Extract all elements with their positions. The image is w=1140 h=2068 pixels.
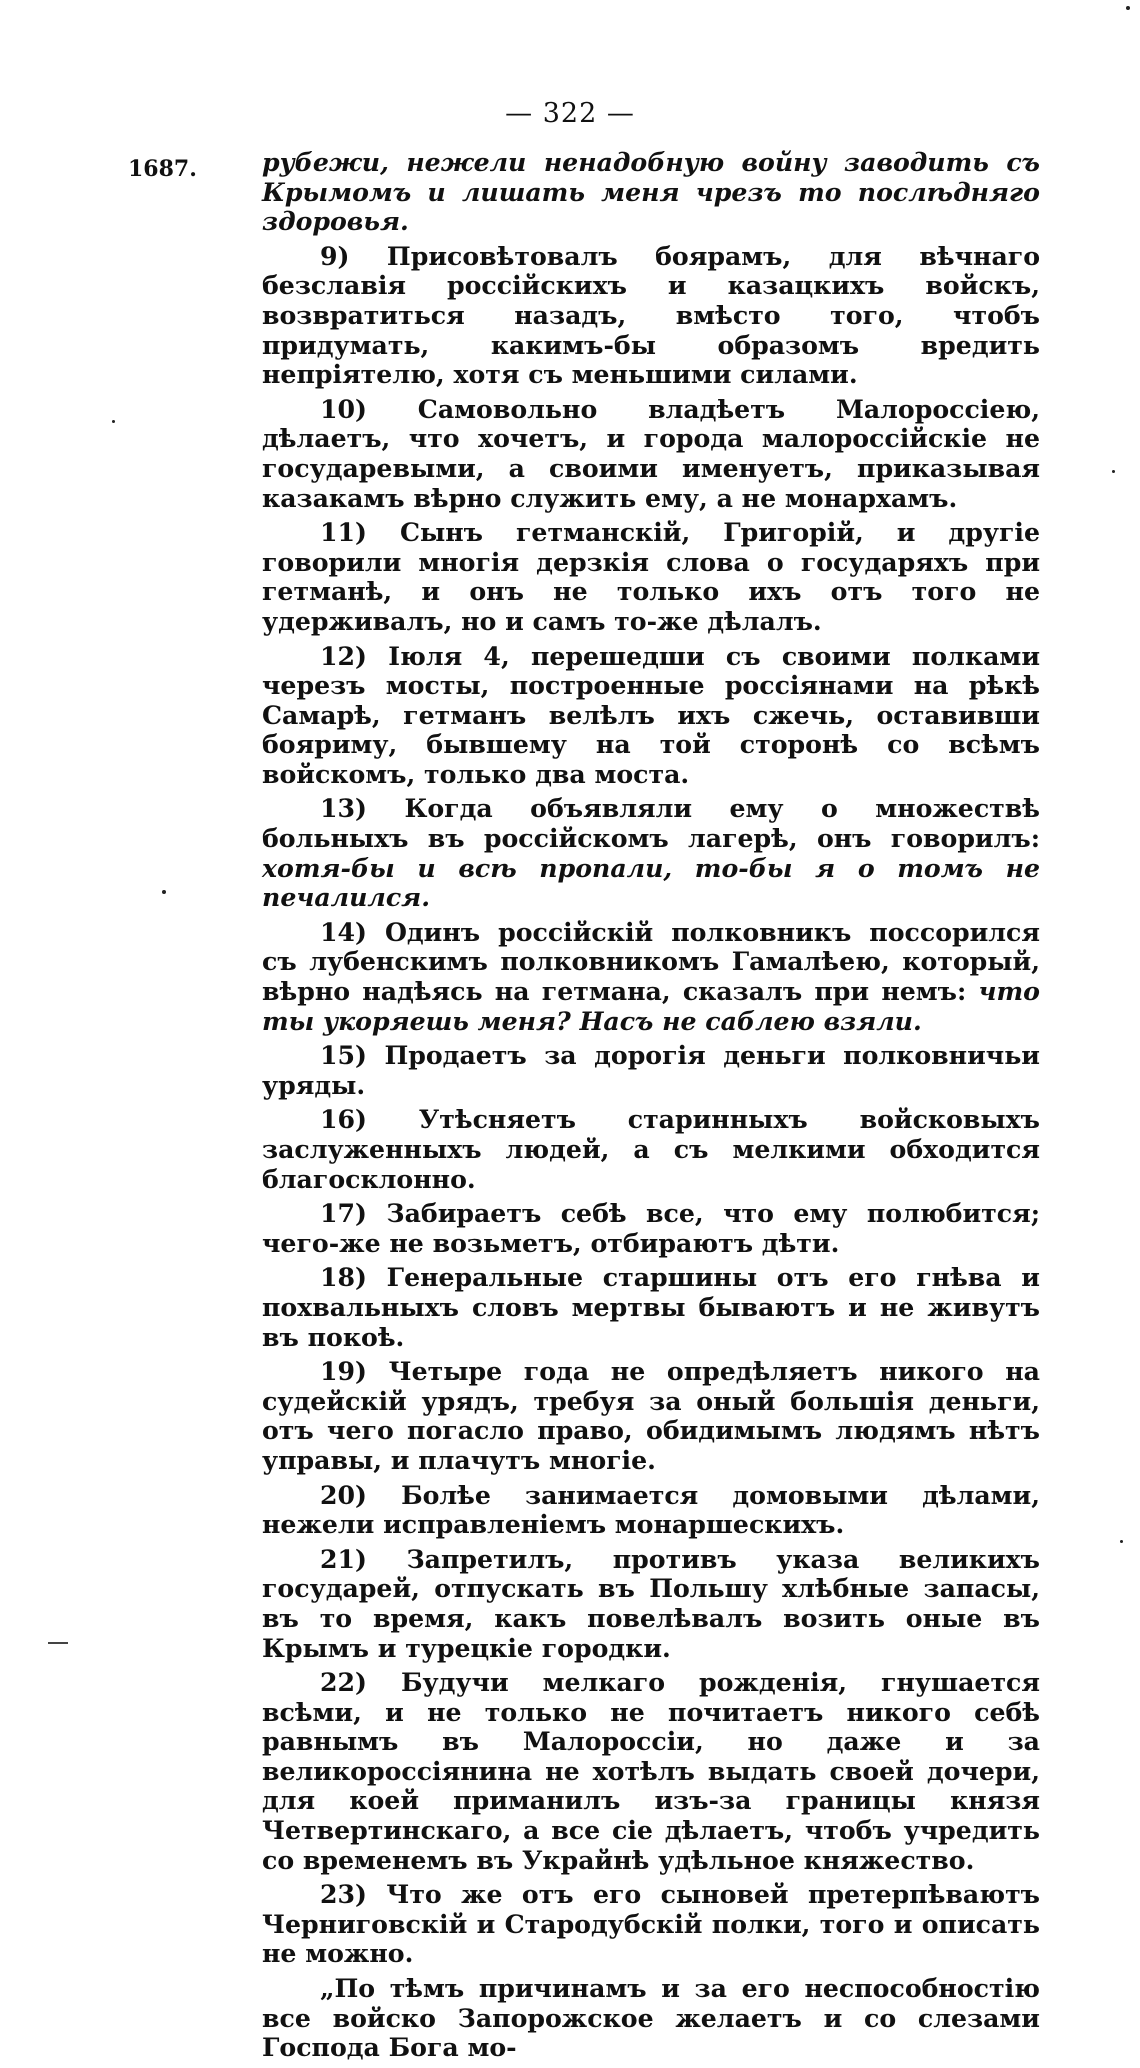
scan-speck <box>1126 6 1130 10</box>
text-run: „По тѣмъ причинамъ и за его неспособностію все войско Запорожское желаетъ и со слезами Господа Бога мо- <box>262 1973 1040 2063</box>
scan-speck <box>1112 470 1115 473</box>
paragraph <box>262 1974 1040 2063</box>
paragraph <box>262 642 1040 790</box>
paragraph <box>262 395 1040 513</box>
text-run: 10) Самовольно владѣетъ Малороссіею, дѣлаетъ, что хочетъ, и города малороссійскіе не государевыми, а своими именуетъ, приказывая казакамъ вѣрно служить ему, а не монархамъ. <box>262 393 1040 513</box>
text-run: 16) Утѣсняетъ старинныхъ войсковыхъ заслуженныхъ людей, а съ мелкими обходится благосклонно. <box>262 1104 1040 1194</box>
paragraph <box>262 1263 1040 1352</box>
paragraph <box>262 918 1040 1036</box>
text-run: 23) Что же отъ его сыновей претерпѣваютъ Черниговскій и Стародубскій полки, того и описать не можно. <box>262 1879 1040 1969</box>
paragraph <box>262 1880 1040 1969</box>
text-run: 20) Болѣе занимается домовыми дѣлами, нежели исправленіемъ монаршескихъ. <box>262 1479 1040 1540</box>
paragraph <box>262 242 1040 390</box>
text-run: 18) Генеральные старшины отъ его гнѣва и похвальныхъ словъ мертвы бываютъ и не живутъ въ покоѣ. <box>262 1262 1040 1352</box>
text-run: 19) Четыре года не опредѣляетъ никого на судейскій урядъ, требуя за оный большія деньги, отъ чего погасло право, обидимымъ людямъ нѣтъ управы, и плачутъ многіе. <box>262 1356 1040 1475</box>
page-number: — 322 — <box>505 98 635 129</box>
paragraph <box>262 1357 1040 1475</box>
text-run: 14) Одинъ россійскій полковникъ поссорился съ лубенскимъ полковникомъ Гамалѣею, который, вѣрно надѣясь на гетмана, сказалъ при немъ: <box>262 916 1040 1007</box>
scan-speck <box>162 890 166 894</box>
italic-text: рубежи, нежели ненадобную войну заводить съ Крымомъ и лишать меня чрезъ то послѣдняго здоровья. <box>262 147 1040 237</box>
scan-mark-dash <box>48 1642 68 1644</box>
text-run: 12) Іюля 4, перешедши съ своими полками черезъ мосты, построенные россіянами на рѣкѣ Самарѣ, гетманъ велѣлъ ихъ сжечь, оставивши бояриму, бывшему на той сторонѣ со всѣмъ войскомъ, только два моста. <box>262 640 1040 789</box>
text-run: 21) Запретилъ, противъ указа великихъ государей, отпускать въ Польшу хлѣбные запасы, въ то время, какъ повелѣвалъ возить оные въ Крымъ и турецкіе городки. <box>262 1543 1040 1663</box>
paragraph <box>262 148 1040 237</box>
italic-text: что ты укоряешь меня? Насъ не саблею взяли. <box>262 976 1040 1036</box>
paragraph <box>262 1199 1040 1258</box>
italic-text: хотя-бы и всѣ пропали, то-бы я о томъ не печалился. <box>262 852 1040 913</box>
margin-year-note: 1687. <box>128 156 197 182</box>
text-run: 17) Забираетъ себѣ все, что ему полюбится; чего-же не возьметъ, отбираютъ дѣти. <box>262 1198 1040 1258</box>
paragraph <box>262 1105 1040 1194</box>
paragraph <box>262 518 1040 636</box>
text-run: 22) Будучи мелкаго рожденія, гнушается всѣми, и не только не почитаетъ никого себѣ равнымъ въ Малороссіи, но даже и за великороссіянина не хотѣлъ выдать своей дочери, для коей приманилъ изъ-за границы князя Четвертинскаго, а все сіе дѣлаетъ, чтобъ учредить со временемъ въ Украйнѣ удѣльное княжество. <box>262 1667 1040 1875</box>
paragraph <box>262 1041 1040 1100</box>
body-text <box>262 148 1040 2068</box>
paragraph <box>262 794 1040 912</box>
paragraph <box>262 1545 1040 1663</box>
text-run: 15) Продаетъ за дорогія деньги полковничьи уряды. <box>262 1040 1040 1100</box>
text-run: 11) Сынъ гетманскій, Григорій, и другіе говорили многія дерзкія слова о государяхъ при гетманѣ, и онъ не только ихъ отъ того не удерживалъ, но и самъ то-же дѣлалъ. <box>262 517 1040 636</box>
scan-speck <box>112 420 115 423</box>
paragraph <box>262 1668 1040 1875</box>
scan-speck <box>1120 1540 1123 1543</box>
text-run: 9) Присовѣтовалъ боярамъ, для вѣчнаго безславія россійскихъ и казацкихъ войскъ, возвратиться назадъ, вмѣсто того, чтобъ придумать, какимъ-бы образомъ вредить непріятелю, хотя съ меньшими силами. <box>262 240 1040 390</box>
paragraph <box>262 1481 1040 1540</box>
text-run: 13) Когда объявляли ему о множествѣ больныхъ въ россійскомъ лагерѣ, онъ говорилъ: <box>262 793 1040 854</box>
